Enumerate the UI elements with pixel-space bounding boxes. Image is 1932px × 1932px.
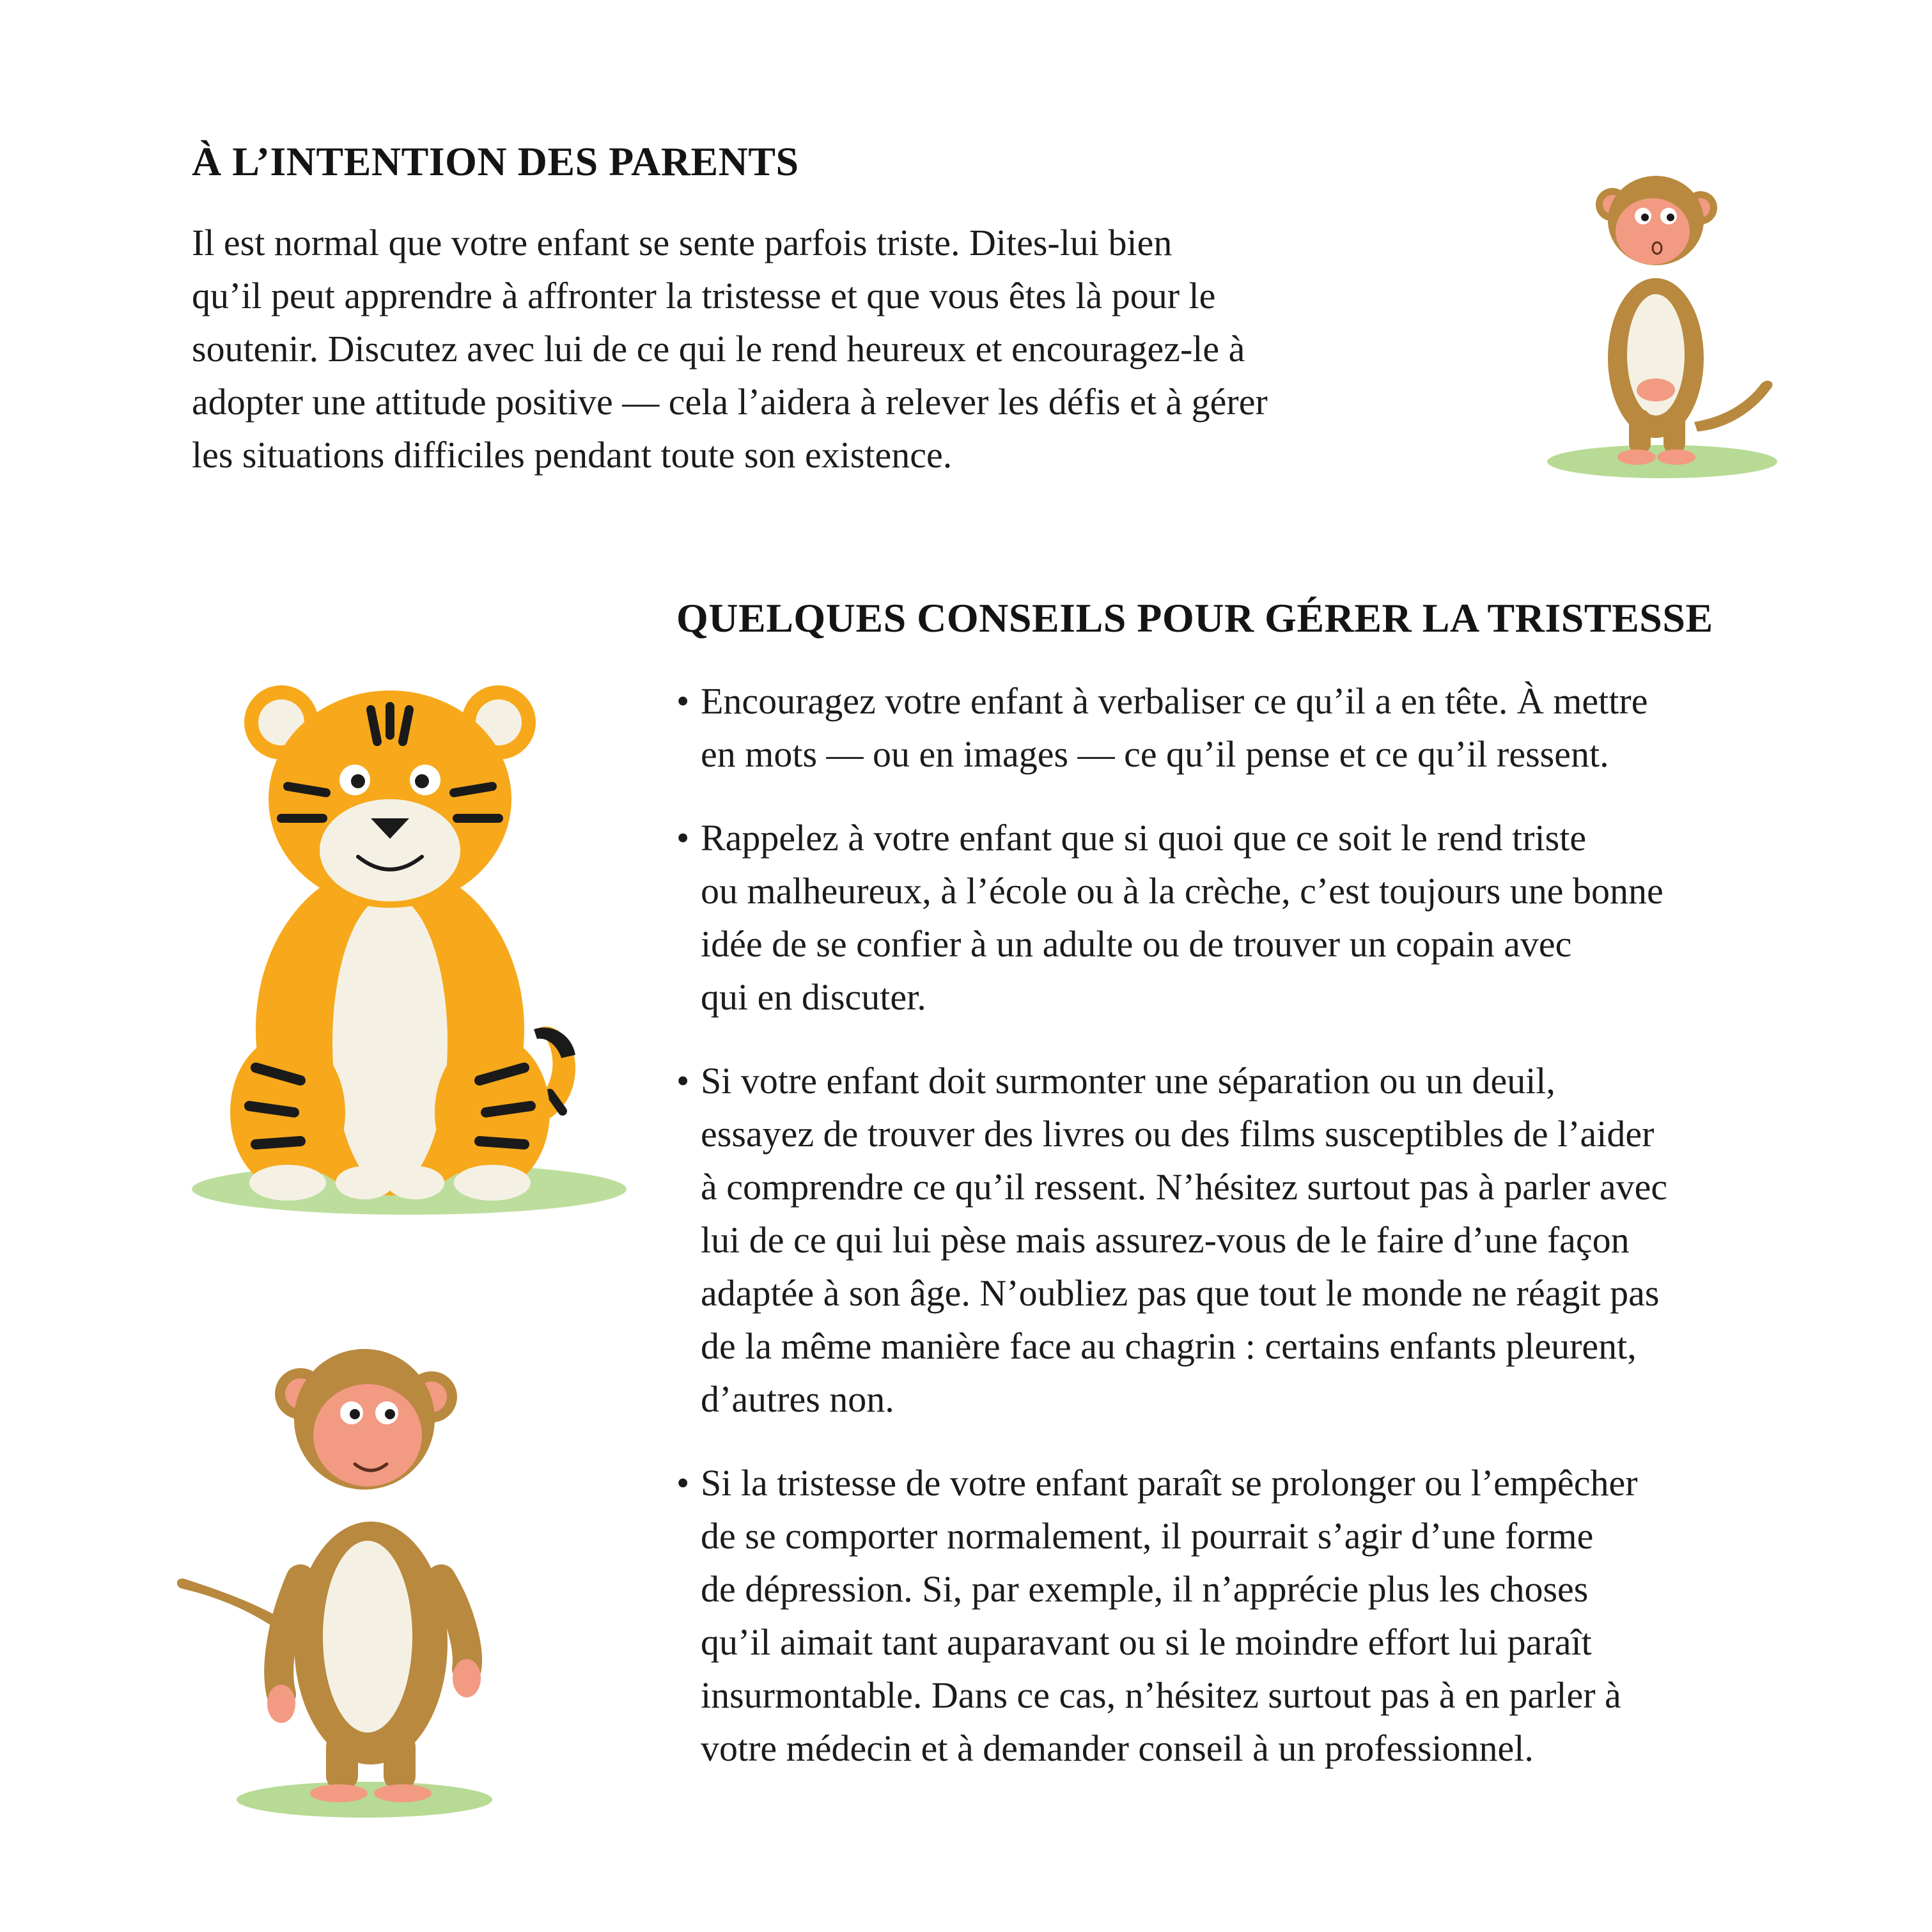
bullet: •	[676, 1462, 690, 1504]
tip-line: de se comporter normalement, il pourrait s’agir d’une forme	[701, 1515, 1594, 1557]
tip-line: Si la tristesse de votre enfant paraît se prolonger ou l’empêcher	[701, 1462, 1638, 1504]
paragraph-line: qu’il peut apprendre à affronter la tristesse et que vous êtes là pour le	[192, 275, 1216, 316]
tiger-illustration	[179, 671, 639, 1221]
tip-line: qui en discuter.	[701, 976, 926, 1018]
monkey-illustration	[1541, 173, 1784, 479]
tip-item	[676, 674, 1891, 781]
tip-line: adaptée à son âge. N’oubliez pas que tout le monde ne réagit pas	[701, 1272, 1660, 1314]
tip-line: Si votre enfant doit surmonter une séparation ou un deuil,	[701, 1060, 1555, 1102]
tip-line: de dépression. Si, par exemple, il n’apprécie plus les choses	[701, 1568, 1589, 1610]
tip-line: en mots — ou en images — ce qu’il pense et ce qu’il ressent.	[701, 733, 1609, 775]
tip-line: d’autres non.	[701, 1378, 894, 1420]
tip-line: Rappelez à votre enfant que si quoi que ce soit le rend triste	[701, 817, 1587, 859]
tip-item	[676, 1456, 1891, 1775]
tip-line: Encouragez votre enfant à verbaliser ce qu’il a en tête. À mettre	[701, 680, 1648, 722]
tip-line: qu’il aimait tant auparavant ou si le moindre effort lui paraît	[701, 1621, 1592, 1663]
tips-list	[676, 674, 1891, 1805]
tip-item	[676, 811, 1891, 1024]
bullet: •	[676, 680, 690, 722]
tip-line: idée de se confier à un adulte ou de trouver un copain avec	[701, 923, 1572, 965]
bullet: •	[676, 1060, 690, 1102]
bullet: •	[676, 817, 690, 859]
tip-item	[676, 1054, 1891, 1426]
paragraph-line: soutenir. Discutez avec lui de ce qui le rend heureux et encouragez-le à	[192, 328, 1245, 370]
tips-heading: QUELQUES CONSEILS POUR GÉRER LA TRISTESSE	[676, 595, 1713, 641]
monkey-illustration	[173, 1336, 505, 1822]
paragraph-line: les situations difficiles pendant toute son existence.	[192, 434, 953, 476]
parents-paragraph	[192, 216, 1470, 481]
tip-line: à comprendre ce qu’il ressent. N’hésitez surtout pas à parler avec	[701, 1166, 1668, 1208]
paragraph-line: adopter une attitude positive — cela l’aidera à relever les défis et à gérer	[192, 381, 1268, 423]
parents-heading: À L’INTENTION DES PARENTS	[192, 139, 799, 184]
tip-line: ou malheureux, à l’école ou à la crèche, c’est toujours une bonne	[701, 870, 1663, 912]
tip-line: de la même manière face au chagrin : certains enfants pleurent,	[701, 1325, 1637, 1367]
tip-line: votre médecin et à demander conseil à un professionnel.	[701, 1727, 1534, 1769]
tip-line: lui de ce qui lui pèse mais assurez-vous de le faire d’une façon	[701, 1219, 1630, 1261]
paragraph-line: Il est normal que votre enfant se sente parfois triste. Dites-lui bien	[192, 222, 1172, 263]
tip-line: essayez de trouver des livres ou des films susceptibles de l’aider	[701, 1113, 1655, 1155]
tip-line: insurmontable. Dans ce cas, n’hésitez surtout pas à en parler à	[701, 1674, 1621, 1716]
